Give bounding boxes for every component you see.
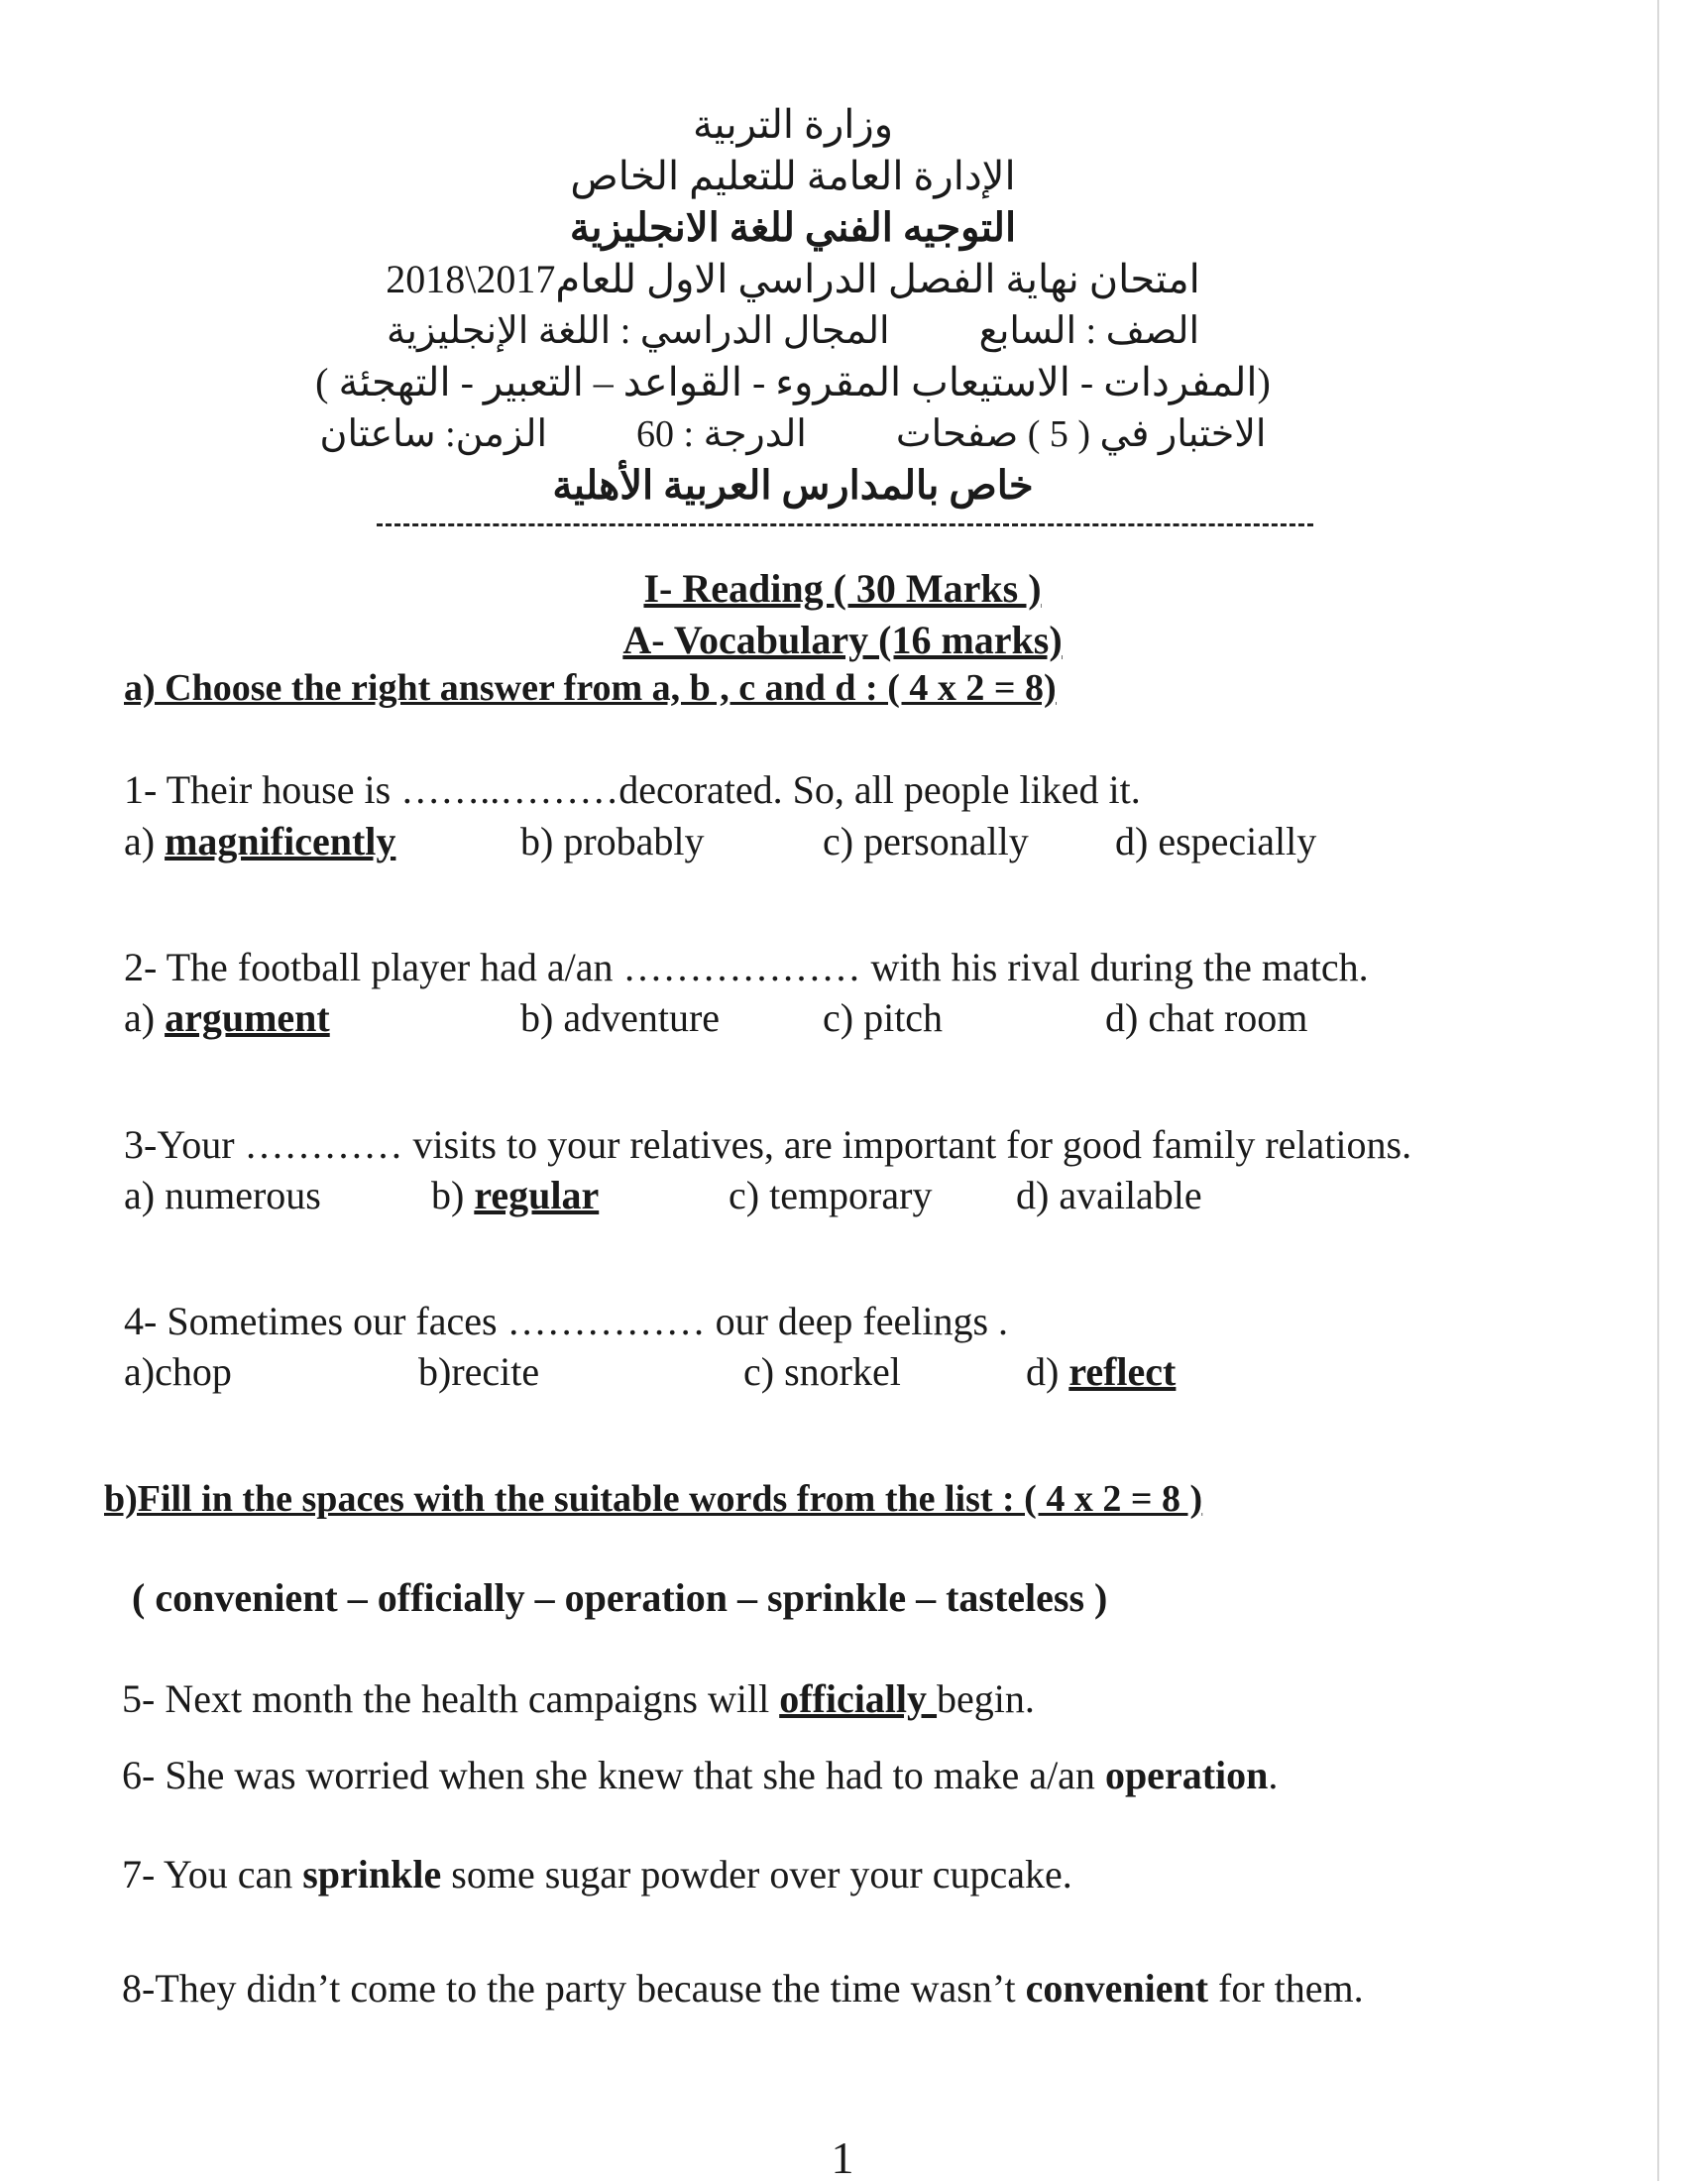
filled-answer: operation — [1104, 1753, 1269, 1797]
option-c: c) pitch — [823, 995, 944, 1040]
exam-header — [297, 99, 1289, 512]
schools-line: خاص بالمدارس العربية الأهلية — [552, 463, 1034, 508]
subject-label: المجال الدراسي : اللغة الإنجليزية — [387, 310, 890, 352]
option-a: a) magnificently — [124, 819, 396, 863]
department-line: الإدارة العامة للتعليم الخاص — [570, 154, 1016, 198]
option-c: c) snorkel — [743, 1349, 901, 1394]
option-b: b) regular — [431, 1173, 600, 1217]
option-a: a) argument — [124, 995, 330, 1040]
question-4-options — [124, 1348, 1412, 1398]
filled-answer: convenient — [1025, 1966, 1209, 2011]
ministry-line: وزارة التربية — [692, 102, 894, 147]
supervision-line: التوجيه الفني للغة الانجليزية — [569, 205, 1017, 250]
question-2: 2- The football player had a/an ……………… with his rival during the match. — [124, 945, 1369, 989]
pages-marks-time-row — [297, 408, 1289, 460]
question-1-options — [124, 818, 1412, 867]
option-b: b) adventure — [520, 995, 721, 1040]
option-d: d) chat room — [1105, 995, 1308, 1040]
marks-label: الدرجة : 60 — [636, 413, 807, 455]
option-c: c) temporary — [729, 1173, 933, 1217]
question-3-options — [124, 1172, 1412, 1221]
option-a: a)chop — [124, 1349, 232, 1394]
option-b: b) probably — [520, 819, 705, 863]
filled-answer: sprinkle — [302, 1852, 442, 1897]
option-d: d) available — [1016, 1173, 1202, 1217]
option-a: a) numerous — [124, 1173, 321, 1217]
sentence-8: 8-They didn’t come to the party because the time wasn’t convenient for them. — [122, 1966, 1364, 2011]
option-b: b)recite — [418, 1349, 540, 1394]
time-label: الزمن: ساعتان — [319, 413, 548, 455]
question-3: 3-Your ………… visits to your relatives, are important for good family relations. — [124, 1122, 1412, 1167]
skills-line: (المفردات - الاستيعاب المقروء - القواعد – التعبير - التهجئة ) — [315, 360, 1271, 404]
sentence-6: 6- She was worried when she knew that she had to make a/an operation. — [122, 1753, 1279, 1797]
filled-answer: officially — [779, 1676, 938, 1721]
option-c: c) personally — [823, 819, 1029, 863]
correct-answer: argument — [165, 995, 330, 1040]
header-divider — [377, 523, 1313, 526]
correct-answer: regular — [474, 1173, 600, 1217]
question-1: 1- Their house is ……..………decorated. So, all people liked it. — [124, 767, 1141, 812]
exam-title: امتحان نهاية الفصل الدراسي الاول للعام2017\2018 — [386, 257, 1200, 301]
option-d: d) especially — [1115, 819, 1317, 863]
sentence-5: 5- Next month the health campaigns will officially begin. — [122, 1676, 1035, 1721]
question-2-options — [124, 994, 1412, 1044]
scan-edge-line — [1657, 0, 1659, 2181]
reading-section-title: I- Reading ( 30 Marks ) — [643, 566, 1042, 611]
part-b-instruction: b)Fill in the spaces with the suitable words from the list : ( 4 x 2 = 8 ) — [104, 1478, 1203, 1520]
question-4: 4- Sometimes our faces …………… our deep feelings . — [124, 1299, 1009, 1343]
word-list: ( convenient – officially – operation – sprinkle – tasteless ) — [132, 1575, 1108, 1620]
correct-answer: reflect — [1068, 1349, 1177, 1394]
option-d: d) reflect — [1026, 1349, 1177, 1394]
grade-subject-row — [297, 305, 1289, 357]
pages-label: الاختبار في ( 5 ) صفحات — [895, 413, 1267, 455]
vocabulary-section-title: A- Vocabulary (16 marks) — [622, 618, 1063, 662]
correct-answer: magnificently — [165, 819, 396, 863]
sentence-7: 7- You can sprinkle some sugar powder over your cupcake. — [122, 1852, 1072, 1897]
grade-label: الصف : السابع — [978, 310, 1200, 352]
part-a-instruction: a) Choose the right answer from a, b , c and d : ( 4 x 2 = 8) — [124, 667, 1057, 709]
page-number: 1 — [831, 2132, 854, 2183]
